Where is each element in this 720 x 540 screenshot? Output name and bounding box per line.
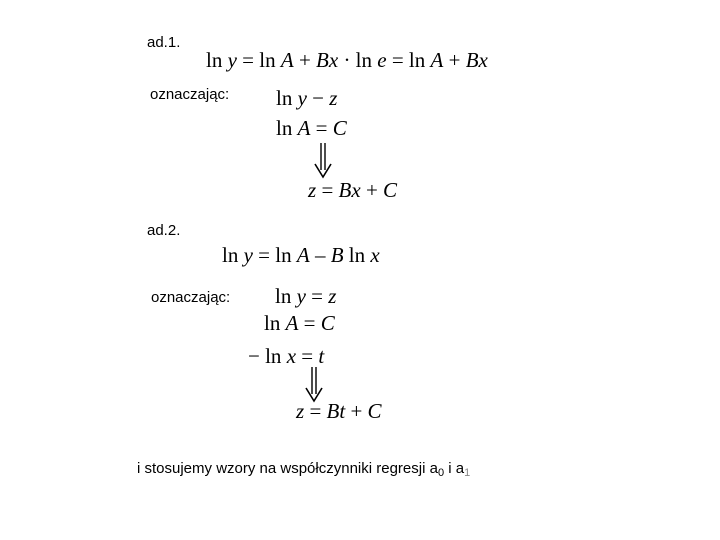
section-2-main-equation: ln y = ln A – B ln x xyxy=(222,243,380,267)
section-2-label: ad.2. xyxy=(147,222,181,239)
section-1-denoting-label: oznaczając: xyxy=(150,86,230,103)
section-1-substitution-2: ln A = C xyxy=(276,116,347,140)
section-1-label: ad.1. xyxy=(147,34,181,51)
section-2-denoting-label: oznaczając: xyxy=(151,289,231,306)
section-2-substitution-1: ln y = z xyxy=(275,284,337,308)
section-2-result-equation: z = Bt + C xyxy=(296,399,382,423)
section-1-substitution-1: ln y − z xyxy=(276,86,338,110)
footer-text: i stosujemy wzory na współczynniki regresji $a_0$ i $a_1$ xyxy=(137,460,471,479)
section-2-substitution-3: − ln x = t xyxy=(248,344,325,368)
section-2-substitution-2: ln A = C xyxy=(264,311,335,335)
section-1-double-arrow-icon xyxy=(311,142,335,180)
section-1-main-equation: ln y = ln A + Bx · ln e = ln A + Bx xyxy=(206,48,488,72)
section-1-result-equation: z = Bx + C xyxy=(308,178,398,202)
